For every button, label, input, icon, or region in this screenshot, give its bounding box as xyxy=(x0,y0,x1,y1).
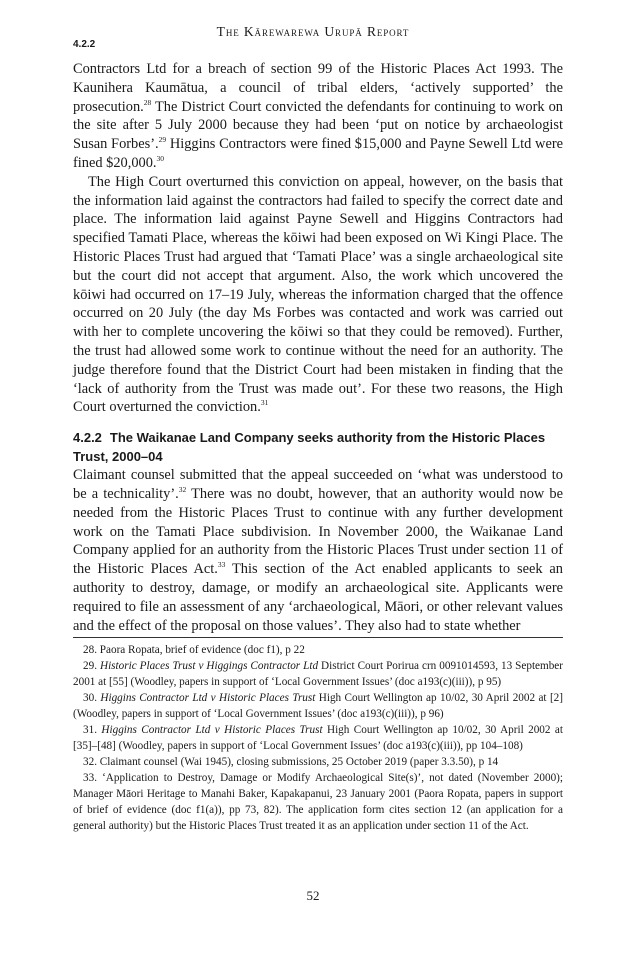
body-text xyxy=(73,60,563,635)
section-heading xyxy=(73,429,563,466)
footnote-text: ‘Application to Destroy, Damage or Modify Archaeological Site(s)’, not dated (November 2000); Manager Māori Heritage to Manahi Baker, Kapakapanui, 23 January 2001 (Paora Ropata, papers in support of brief of evidence (doc f1(a)), pp 73, 82). The application form cites section 12 (an application for a general authority) but the Historic Places Trust treated it as an application under section 11 of the Act. xyxy=(73,772,564,832)
paragraph-text: This section of the Act enabled applicants to seek an authority to destroy, damage, or modify an archaeological site. Applicants were required to file an assessment of any ‘archaeological, Māori, or other relevant values and the effect of the proposal on those values’. They also had to state whether xyxy=(73,561,563,634)
heading-text: The Waikanae Land Company seeks authority from the Historic Places Trust, 2000–04 xyxy=(73,430,546,464)
footnotes xyxy=(73,642,563,834)
paragraph-3 xyxy=(73,466,563,635)
footnote-31 xyxy=(73,722,563,754)
footnote-text: Claimant counsel (Wai 1945), closing submissions, 25 October 2019 (paper 3.3.50), p 14 xyxy=(99,756,499,768)
footnote-number: 32. xyxy=(83,756,97,768)
paragraph-text: There was no doubt, however, that an authority would now be needed from the Historic Places Trust to continue with any further development work on the Tamati Place subdivision. In November 2000, the Waikanae Land Company applied for an authority from the Historic Places Trust under section 11 of the Historic Places Act. xyxy=(73,485,563,578)
heading-number: 4.2.2 xyxy=(73,430,102,446)
footnote-ref-32[interactable]: 32 xyxy=(178,484,187,494)
page-number: 52 xyxy=(306,888,320,903)
section-number-marker: 4.2.2 xyxy=(73,39,96,50)
running-title: The Kārewarewa Urupā Report xyxy=(216,24,410,39)
footnote-28 xyxy=(73,642,563,658)
footnote-text: Paora Ropata, brief of evidence (doc f1), p 22 xyxy=(99,644,305,656)
case-name: Historic Places Trust v Higgings Contractor Ltd xyxy=(99,660,319,672)
footnote-number: 33. xyxy=(83,772,97,784)
footnote-33 xyxy=(73,770,563,834)
paragraph-text: The High Court overturned this conviction on appeal, however, on the basis that the information laid against the contractors had failed to specify the correct date and place. The information laid against Payne Sewell and Higgins Contractors had specified Tamati Place, whereas the kōiwi had been exposed on Wi Kingi Place. The Historic Places Trust had argued that ‘Tamati Place’ was a single archaeological site but the court did not accept that argument. Also, the work which uncovered the kōiwi had occurred on 17–19 July, whereas the information charged that the offence occurred on 20 July (the day Ms Forbes was contacted and work was carried out with her to complete uncovering the kōiwi so that they could be removed). Further, the trust had allowed some work to continue without the need for an authority. The judge therefore found that the District Court had been mistaken in finding that the ‘lack of authority from the Trust was made out’. For these two reasons, the High Court overturned the conviction. xyxy=(73,173,563,416)
footnote-text: District Court Porirua crn 0091014593, 13 September 2001 at [55] (Woodley, papers in support of ‘Local Government Issues’ (doc a193(c)(iii)), p 95) xyxy=(73,660,563,688)
footnote-text: High Court Wellington ap 10/02, 30 April 2002 at [35]–[48] (Woodley, papers in support of ‘Local Government Issues’ (doc a193(c)(iii)), pp 104–108) xyxy=(73,724,563,752)
case-name: Higgins Contractor Ltd v Historic Places Trust xyxy=(101,724,323,736)
footnote-32 xyxy=(73,754,563,770)
footnote-29 xyxy=(73,658,563,690)
footnote-text: High Court Wellington ap 10/02, 30 April 2002 at [2] (Woodley, papers in support of ‘Local Government Issues’ (doc a193(c)(iii)), p 96) xyxy=(73,692,563,720)
paragraph-text: Claimant counsel submitted that the appeal succeeded on ‘what was understood to be a technicality’. xyxy=(73,467,563,502)
footnote-number: 30. xyxy=(83,692,97,704)
footnote-number: 29. xyxy=(83,660,97,672)
footnote-30 xyxy=(73,690,563,722)
footnote-ref-29[interactable]: 29 xyxy=(158,135,167,145)
footnote-number: 31. xyxy=(83,724,97,736)
footnote-ref-31[interactable]: 31 xyxy=(260,398,269,408)
paragraph-2 xyxy=(73,173,563,417)
footnote-divider xyxy=(73,637,563,638)
paragraph-1 xyxy=(73,60,563,173)
paragraph-text: The District Court convicted the defendants for continuing to work on the site after 5 July 2000 because they had been ‘put on notice by archaeologist Susan Forbes’. xyxy=(73,98,563,153)
footnote-ref-28[interactable]: 28 xyxy=(143,97,152,107)
paragraph-text: Higgins Contractors were fined $15,000 and Payne Sewell Ltd were fined $20,000. xyxy=(73,136,564,171)
paragraph-text: Contractors Ltd for a breach of section 99 of the Historic Places Act 1993. The Kaunihera Kaumātua, a council of tribal elders, ‘actively supported’ the prosecution. xyxy=(73,61,563,115)
footnote-ref-33[interactable]: 33 xyxy=(217,560,226,570)
footnote-ref-30[interactable]: 30 xyxy=(156,153,165,163)
footnote-number: 28. xyxy=(83,644,97,656)
case-name: Higgins Contractor Ltd v Historic Places Trust xyxy=(100,692,316,704)
